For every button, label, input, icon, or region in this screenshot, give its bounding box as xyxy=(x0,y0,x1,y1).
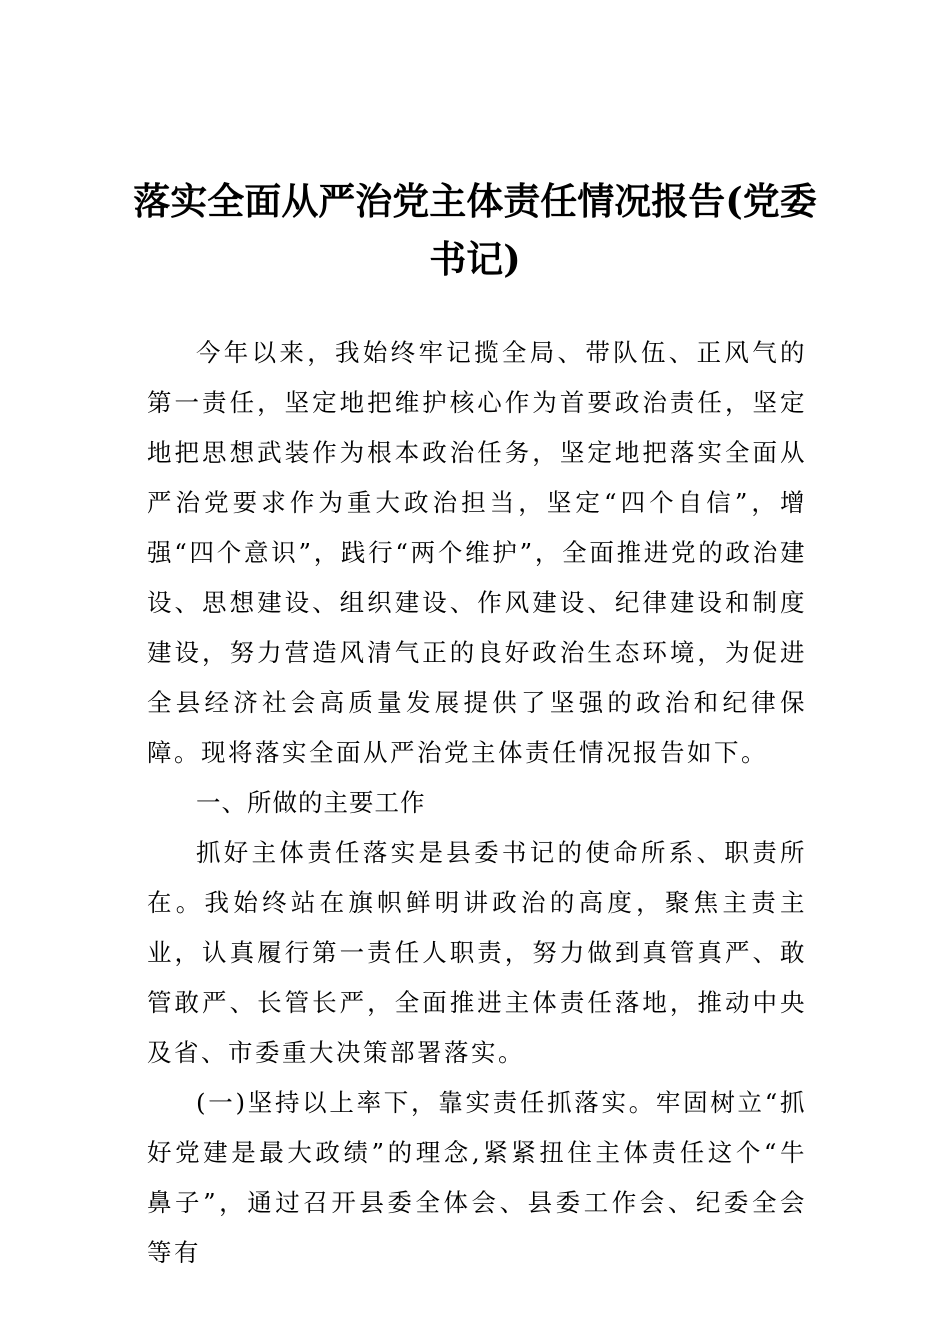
section-heading-main-work: 一、所做的主要工作 xyxy=(196,788,426,817)
subsection-paragraph-1: (一)坚持以上率下，靠实责任抓落实。牢固树立“抓好党建是最大政绩”的理念,紧紧扭住主体责任这个“牛鼻子”，通过召开县委全体会、县委工作会、纪委全会等有 xyxy=(147,1088,807,1267)
document-title xyxy=(100,172,850,288)
document-body xyxy=(147,328,807,1278)
document-title-line-2: 书记) xyxy=(429,237,521,281)
intro-paragraph: 今年以来，我始终牢记揽全局、带队伍、正风气的第一责任，坚定地把维护核心作为首要政治责任，坚定地把思想武装作为根本政治任务，坚定地把落实全面从严治党要求作为重大政治担当，坚定“四个自信”，增强“四个意识”，践行“两个维护”，全面推进党的政治建设、思想建设、组织建设、作风建设、纪律建设和制度建设，努力营造风清气正的良好政治生态环境，为促进全县经济社会高质量发展提供了坚强的政治和纪律保障。现将落实全面从严治党主体责任情况报告如下。 xyxy=(147,338,807,767)
document-title-line-1: 落实全面从严治党主体责任情况报告(党委 xyxy=(133,179,817,223)
section-paragraph-main-work: 抓好主体责任落实是县委书记的使命所系、职责所在。我始终站在旗帜鲜明讲政治的高度，聚焦主责主业，认真履行第一责任人职责，努力做到真管真严、敢管敢严、长管长严，全面推进主体责任落地，推动中央及省、市委重大决策部署落实。 xyxy=(147,838,807,1067)
